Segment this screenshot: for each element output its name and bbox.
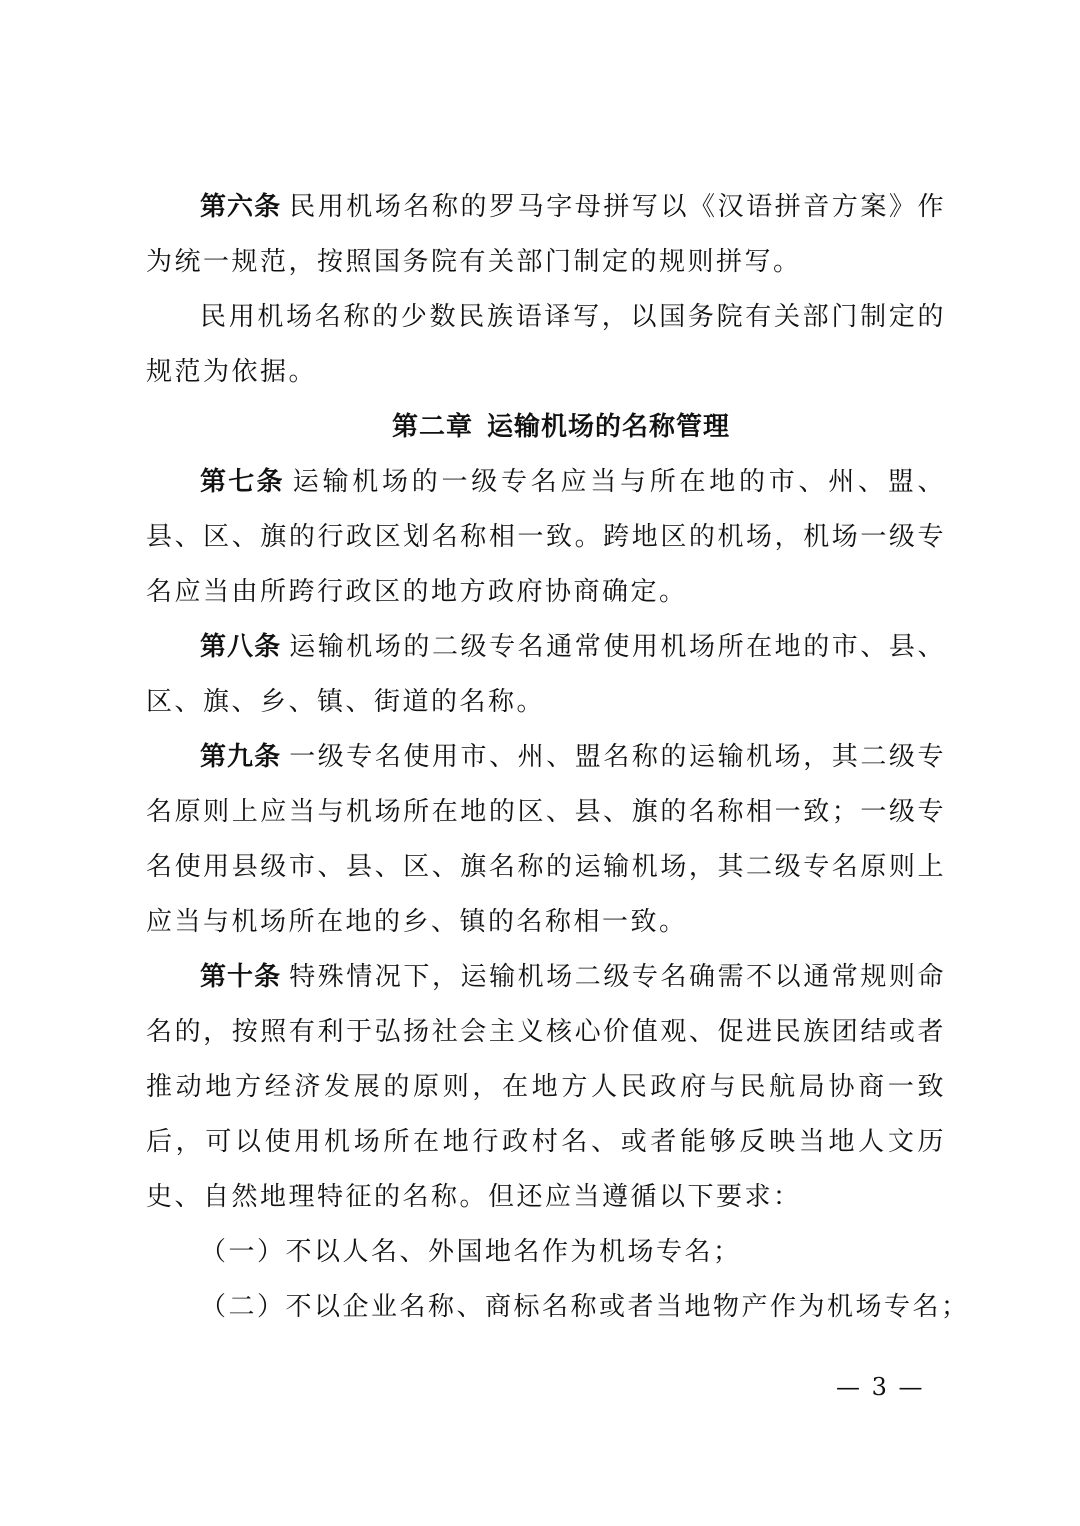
article-10-item-1: （一）不以人名、外国地名作为机场专名； [200,1237,742,1267]
article-8-label: 第八条 [200,632,282,662]
document-body [146,180,970,1335]
article-9-label: 第九条 [200,742,282,772]
article-6-text: 民用机场名称的罗马字母拼写以《汉语拼音方案》作为统一规范，按照国务院有关部门制定的规则拼写。 [146,192,946,277]
article-8 [146,620,946,730]
article-8-text: 运输机场的二级专名通常使用机场所在地的市、县、区、旗、乡、镇、街道的名称。 [146,632,946,717]
chapter-number: 第二章 [391,412,473,442]
article-10 [146,950,946,1225]
article-10-label: 第十条 [200,962,282,992]
page-number: — 3 — [836,1373,925,1401]
chapter-heading [146,400,946,455]
article-7-label: 第七条 [200,467,285,497]
article-9 [146,730,946,950]
article-7 [146,455,946,620]
article-9-text: 一级专名使用市、州、盟名称的运输机场，其二级专名原则上应当与机场所在地的区、县、旗的名称相一致；一级专名使用县级市、县、区、旗名称的运输机场，其二级专名原则上应当与机场所在地的乡、镇的名称相一致。 [146,742,946,937]
article-6-paragraph-2: 民用机场名称的少数民族语译写，以国务院有关部门制定的规范为依据。 [146,302,946,387]
article-10-text: 特殊情况下，运输机场二级专名确需不以通常规则命名的，按照有利于弘扬社会主义核心价值观、促进民族团结或者推动地方经济发展的原则，在地方人民政府与民航局协商一致后，可以使用机场所在地行政村名、或者能够反映当地人文历史、自然地理特征的名称。但还应当遵循以下要求： [146,962,946,1212]
chapter-title: 运输机场的名称管理 [487,412,731,442]
article-7-text: 运输机场的一级专名应当与所在地的市、州、盟、县、区、旗的行政区划名称相一致。跨地区的机场，机场一级专名应当由所跨行政区的地方政府协商确定。 [146,467,946,607]
article-6-label: 第六条 [200,192,282,222]
article-10-item-2: （二）不以企业名称、商标名称或者当地物产作为机场专名； [200,1292,970,1322]
article-6 [146,180,946,290]
